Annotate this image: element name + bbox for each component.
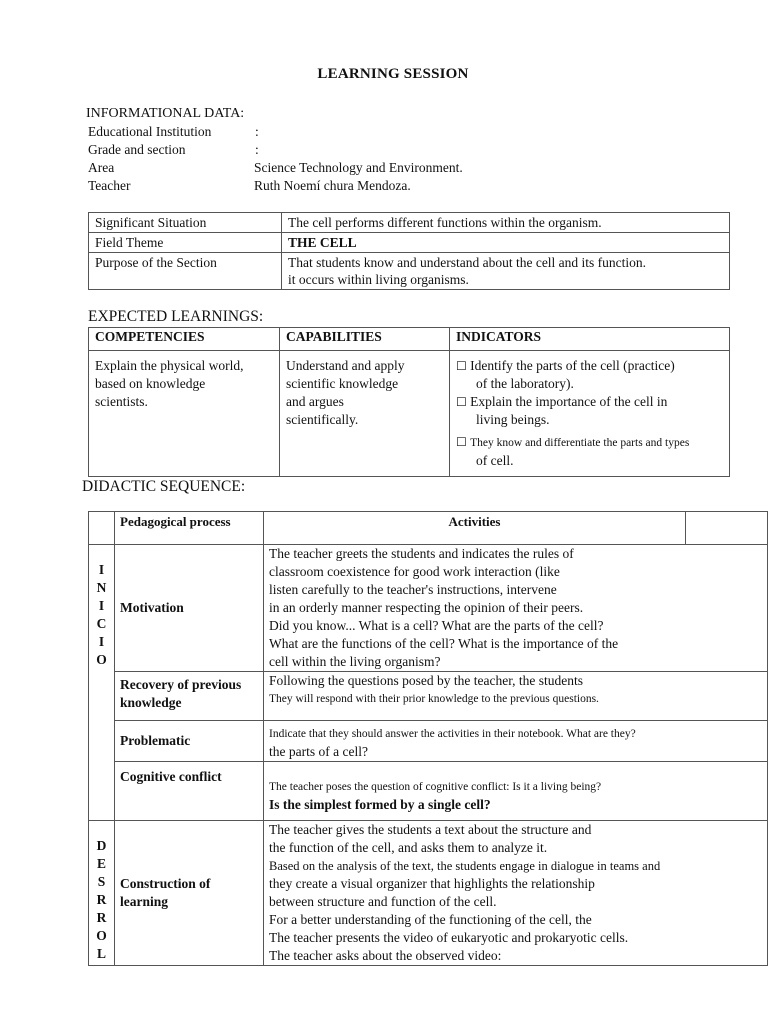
activity-line: For a better understanding of the functioning of the cell, the	[269, 912, 592, 927]
info-value-grade: :	[255, 142, 259, 157]
vertical-letter: L	[96, 946, 106, 961]
indicator-2	[456, 393, 723, 411]
header-indicators: INDICATORS	[450, 328, 730, 351]
purpose-value	[282, 253, 730, 290]
inicio-vertical-label	[89, 545, 115, 821]
activity-line: listen carefully to the teacher's instructions, intervene	[269, 582, 557, 597]
didactic-table	[88, 511, 768, 966]
capability-line: Understand and apply	[286, 358, 405, 373]
purpose-line-1: That students know and understand about the cell and its function.	[288, 255, 647, 270]
capability-line: scientific knowledge	[286, 376, 399, 391]
indicator-3-text: They know and differentiate the parts and types	[470, 437, 690, 449]
indicator-1-text: Identify the parts of the cell (practice)	[470, 358, 675, 373]
activity-line: Indicate that they should answer the activities in their notebook. What are they?	[269, 728, 636, 740]
activity-recovery	[264, 672, 768, 721]
process-construction: Construction of learning	[115, 821, 264, 966]
desarrollo-vertical-label	[89, 821, 115, 966]
indicator-2-text: Explain the importance of the cell in	[470, 394, 668, 409]
field-theme-label: Field Theme	[89, 233, 282, 253]
indicator-2-cont: living beings.	[476, 412, 550, 427]
competency-cell	[89, 351, 280, 477]
field-theme-value: THE CELL	[282, 233, 730, 253]
activity-line: The teacher greets the students and indicates the rules of	[269, 546, 574, 561]
checkbox-icon: ☐	[456, 395, 467, 409]
vertical-letter: R	[96, 892, 107, 907]
process-recovery: Recovery of previous knowledge	[115, 672, 264, 721]
activity-line: Is the simplest formed by a single cell?	[269, 797, 491, 812]
header-activities: Activities	[264, 512, 686, 545]
page-title: LEARNING SESSION	[317, 66, 469, 82]
purpose-label: Purpose of the Section	[89, 253, 282, 290]
vertical-letter: D	[96, 838, 107, 853]
activity-line: between structure and function of the cell.	[269, 894, 497, 909]
activity-line: Based on the analysis of the text, the students engage in dialogue in teams and	[269, 859, 661, 873]
activity-line: the function of the cell, and asks them to analyze it.	[269, 840, 548, 855]
process-problematic: Problematic	[115, 721, 264, 762]
informational-heading: INFORMATIONAL DATA:	[86, 106, 245, 121]
activity-line: cell within the living organism?	[269, 654, 441, 669]
activity-line: Following the questions posed by the teacher, the students	[269, 673, 584, 688]
expected-learnings-heading: EXPECTED LEARNINGS:	[88, 308, 264, 325]
activity-line: The teacher asks about the observed video:	[269, 948, 502, 963]
empty-header-cell	[686, 512, 768, 545]
vertical-letter: I	[98, 598, 105, 613]
capability-line: and argues	[286, 394, 344, 409]
info-label-grade: Grade and section	[88, 142, 186, 157]
info-label-institution: Educational Institution	[88, 124, 212, 139]
activity-problematic	[264, 721, 768, 762]
activity-line: they create a visual organizer that highlights the relationship	[269, 876, 595, 891]
activity-line: The teacher poses the question of cognitive conflict: Is it a living being?	[269, 781, 602, 793]
purpose-line-2: it occurs within living organisms.	[288, 272, 469, 287]
competency-line: Explain the physical world,	[95, 358, 244, 373]
activity-line: classroom coexistence for good work interaction (like	[269, 564, 560, 579]
activity-motivation	[264, 545, 768, 672]
activity-cognitive-conflict	[264, 762, 768, 821]
info-value-teacher: Ruth Noemí chura Mendoza.	[254, 178, 411, 193]
capability-line: scientifically.	[286, 412, 359, 427]
vertical-letter: O	[96, 928, 107, 943]
activity-line: They will respond with their prior knowledge to the previous questions.	[269, 693, 599, 705]
process-motivation: Motivation	[115, 545, 264, 672]
vertical-letter: S	[97, 874, 106, 889]
header-capabilities: CAPABILITIES	[280, 328, 450, 351]
significant-situation-value: The cell performs different functions within the organism.	[282, 213, 730, 233]
activity-line: the parts of a cell?	[269, 744, 368, 759]
activity-line: The teacher gives the students a text about the structure and	[269, 822, 592, 837]
capability-cell	[280, 351, 450, 477]
activity-line: What are the functions of the cell? What is the importance of the	[269, 636, 619, 651]
info-label-teacher: Teacher	[88, 178, 131, 193]
checkbox-icon: ☐	[456, 435, 467, 449]
empty-header-cell	[89, 512, 115, 545]
vertical-letter: N	[96, 580, 107, 595]
activity-construction	[264, 821, 768, 966]
vertical-letter: C	[96, 616, 107, 631]
didactic-sequence-heading: DIDACTIC SEQUENCE:	[82, 478, 246, 495]
header-competencies: COMPETENCIES	[89, 328, 280, 351]
vertical-letter: I	[98, 562, 105, 577]
header-pedagogical-process: Pedagogical process	[115, 512, 264, 545]
expected-learnings-table	[88, 327, 730, 477]
competency-line: scientists.	[95, 394, 148, 409]
activity-line: in an orderly manner respecting the opinion of their peers.	[269, 600, 584, 615]
indicator-3	[456, 433, 723, 452]
info-value-institution: :	[255, 124, 259, 139]
process-cognitive-conflict: Cognitive conflict	[115, 762, 264, 821]
indicators-cell	[450, 351, 730, 477]
checkbox-icon: ☐	[456, 359, 467, 373]
info-value-area: Science Technology and Environment.	[254, 160, 463, 175]
vertical-letter: O	[96, 652, 107, 667]
indicator-1	[456, 357, 723, 375]
vertical-letter: I	[98, 634, 105, 649]
info-label-area: Area	[88, 160, 115, 175]
vertical-letter: R	[96, 910, 107, 925]
situation-table	[88, 212, 730, 290]
indicator-3-cont: of cell.	[476, 453, 514, 468]
competency-line: based on knowledge	[95, 376, 206, 391]
activity-line: The teacher presents the video of eukaryotic and prokaryotic cells.	[269, 930, 629, 945]
activity-line: Did you know... What is a cell? What are the parts of the cell?	[269, 618, 604, 633]
indicator-1-cont: of the laboratory).	[476, 376, 574, 391]
significant-situation-label: Significant Situation	[89, 213, 282, 233]
vertical-letter: E	[96, 856, 106, 871]
